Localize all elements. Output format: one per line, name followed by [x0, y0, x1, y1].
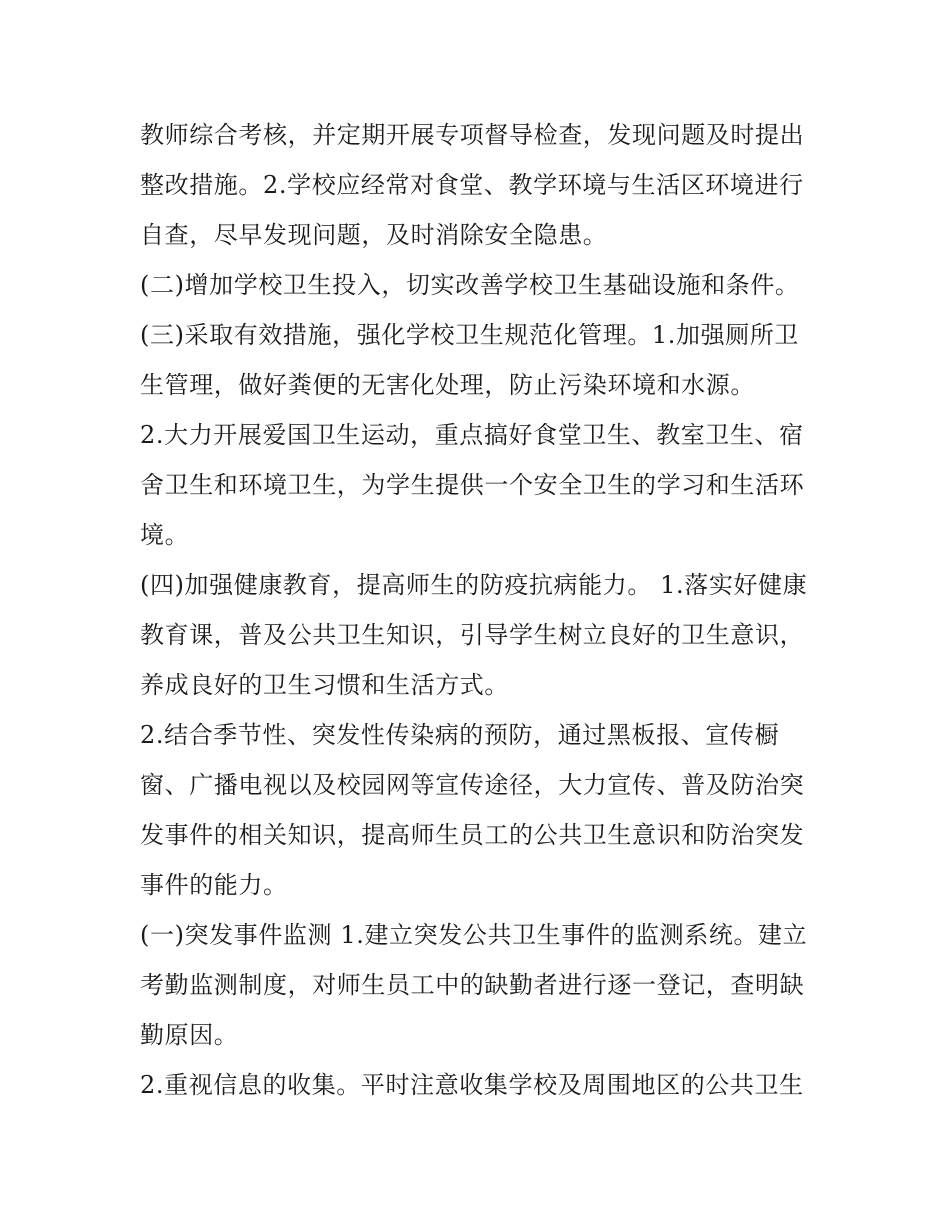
text-line: 2.重视信息的收集。平时注意收集学校及周围地区的公共卫生: [140, 1071, 804, 1099]
text-line: 教育课，普及公共卫生知识，引导学生树立良好的卫生意识，: [140, 621, 805, 649]
text-line: 2.大力开展爱国卫生运动，重点搞好食堂卫生、教室卫生、宿: [140, 421, 804, 449]
text-line: 事件的能力。: [140, 871, 288, 899]
text-line: 勤原因。: [140, 1021, 239, 1049]
text-line: 舍卫生和环境卫生，为学生提供一个安全卫生的学习和生活环: [140, 471, 805, 499]
text-line: 2.结合季节性、突发性传染病的预防，通过黑板报、宣传橱: [140, 721, 780, 749]
text-line: (二)增加学校卫生投入，切实改善学校卫生基础设施和条件。: [140, 271, 800, 299]
text-line: (一)突发事件监测 1.建立突发公共卫生事件的监测系统。建立: [140, 921, 808, 949]
body-text: [140, 110, 820, 1110]
text-line: 境。: [140, 521, 190, 549]
text-line: (三)采取有效措施，强化学校卫生规范化管理。1.加强厕所卫: [140, 321, 800, 349]
text-line: 生管理，做好粪便的无害化处理，防止污染环境和水源。: [140, 371, 755, 399]
text-line: 窗、广播电视以及校园网等宣传途径，大力宣传、普及防治突: [140, 771, 805, 799]
text-line: (四)加强健康教育，提高师生的防疫抗病能力。 1.落实好健康: [140, 571, 808, 599]
text-line: 养成良好的卫生习惯和生活方式。: [140, 671, 509, 699]
text-line: 考勤监测制度，对师生员工中的缺勤者进行逐一登记，查明缺: [140, 971, 805, 999]
text-line: 整改措施。2.学校应经常对食堂、教学环境与生活区环境进行: [140, 171, 804, 199]
text-line: 自查，尽早发现问题，及时消除安全隐患。: [140, 221, 608, 249]
text-line: 教师综合考核，并定期开展专项督导检查，发现问题及时提出: [140, 121, 805, 149]
text-line: 发事件的相关知识，提高师生员工的公共卫生意识和防治突发: [140, 821, 805, 849]
